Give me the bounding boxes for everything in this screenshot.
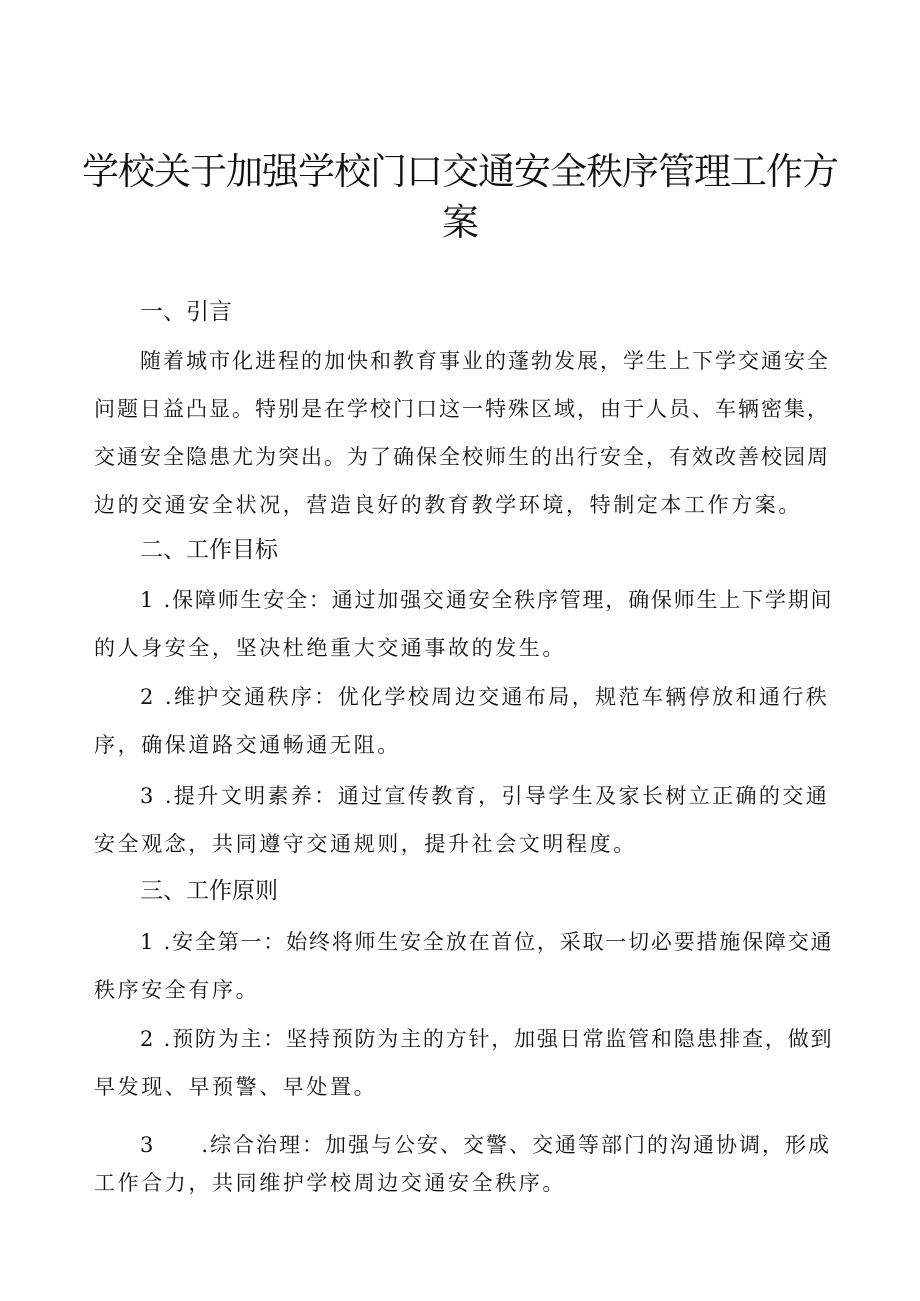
principle-item-1 <box>94 918 834 1014</box>
goal-item-1 <box>94 576 834 672</box>
list-item-line: 3 .综合治理：加强与公安、交警、交通等部门的沟通协调，形成 <box>140 1133 832 1157</box>
paragraph-line: 边的交通安全状况，营造良好的教育教学环境，特制定本工作方案。 <box>94 493 802 517</box>
section-heading-goals: 二、工作目标 <box>140 537 278 563</box>
principle-item-3 <box>94 1126 834 1202</box>
document-title-line-2: 案 <box>442 201 478 244</box>
principle-item-2 <box>94 1015 834 1111</box>
list-item-line: 工作合力，共同维护学校周边交通安全秩序。 <box>94 1171 566 1195</box>
list-item-line: 安全观念，共同遵守交通规则，提升社会文明程度。 <box>94 832 637 856</box>
list-item-line: 3 .提升文明素养：通过宣传教育，引导学生及家长树立正确的交通 <box>140 784 830 808</box>
paragraph-line: 随着城市化进程的加快和教育事业的蓬勃发展，学生上下学交通安全 <box>140 349 830 373</box>
introduction-paragraph <box>94 337 834 529</box>
document-title-line-1: 学校关于加强学校门口交通安全秩序管理工作方 <box>82 150 838 193</box>
section-heading-principles: 三、工作原则 <box>140 878 278 904</box>
list-item-line: 秩序安全有序。 <box>94 978 260 1002</box>
list-item-line: 序，确保道路交通畅通无阻。 <box>94 733 401 757</box>
list-item-line: 早发现、早预警、早处置。 <box>94 1075 378 1099</box>
section-heading-introduction: 一、引言 <box>140 299 232 325</box>
list-item-line: 1 .安全第一：始终将师生安全放在首位，采取一切必要措施保障交通 <box>140 930 834 954</box>
goal-item-2 <box>94 673 834 769</box>
list-item-line: 2 .预防为主：坚持预防为主的方针，加强日常监管和隐患排查，做到 <box>140 1027 834 1051</box>
list-item-line: 的人身安全，坚决杜绝重大交通事故的发生。 <box>94 636 566 660</box>
list-item-line: 2 .维护交通秩序：优化学校周边交通布局，规范车辆停放和通行秩 <box>140 685 830 709</box>
paragraph-line: 交通安全隐患尤为突出。为了确保全校师生的出行安全，有效改善校园周 <box>94 445 830 469</box>
list-item-line: 1 .保障师生安全：通过加强交通安全秩序管理，确保师生上下学期间 <box>140 588 834 612</box>
paragraph-line: 问题日益凸显。特别是在学校门口这一特殊区域，由于人员、车辆密集， <box>94 397 830 421</box>
goal-item-3 <box>94 772 834 868</box>
